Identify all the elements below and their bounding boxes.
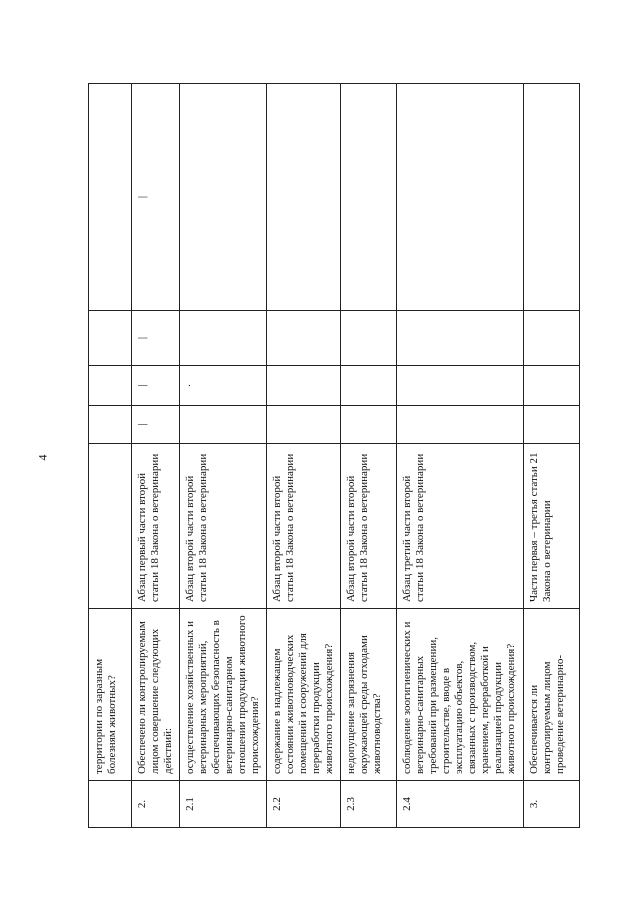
answer-yes-cell: [397, 406, 524, 444]
rotated-checklist-table: [88, 83, 580, 828]
answer-no-cell: [341, 366, 397, 406]
table-row: [341, 84, 397, 828]
item-number: 2.1: [180, 781, 267, 828]
answer-yes-cell: [524, 406, 580, 444]
note-cell: |: [132, 84, 180, 311]
answer-na-cell: [180, 311, 267, 366]
note-cell: [267, 84, 341, 311]
item-number: 3.: [524, 781, 580, 828]
answer-na-cell: [89, 311, 132, 366]
question-cell: соблюдение зоогигиенических и ветеринарно-санитарных требований при размещении, строительстве, вводе в эксплуатацию объектов, связанных с производством, хранением, переработкой и реализацией продукции животного происхождения?: [397, 609, 524, 781]
item-number: 2.3: [341, 781, 397, 828]
item-number: [89, 781, 132, 828]
law-reference-cell: [89, 444, 132, 609]
note-cell: [524, 84, 580, 311]
note-cell: [89, 84, 132, 311]
item-number: 2.2: [267, 781, 341, 828]
law-reference-cell: Абзац второй части второй статьи 18 Закона о ветеринарии: [267, 444, 341, 609]
table-row: [267, 84, 341, 828]
question-cell: содержание в надлежащем состоянии животноводческих помещений и сооружений для переработки продукции животного происхождения?: [267, 609, 341, 781]
answer-no-cell: [267, 366, 341, 406]
checklist-table: [88, 83, 580, 828]
answer-na-cell: [341, 311, 397, 366]
question-cell: территории по заразным болезням животных?: [89, 609, 132, 781]
answer-no-cell: ·: [180, 366, 267, 406]
answer-no-cell: [524, 366, 580, 406]
answer-yes-cell: [267, 406, 341, 444]
answer-yes-cell: [89, 406, 132, 444]
law-reference-cell: Абзац второй части второй статьи 18 Закона о ветеринарии: [180, 444, 267, 609]
item-number: 2.: [132, 781, 180, 828]
table-row: [397, 84, 524, 828]
answer-na-cell: |: [132, 311, 180, 366]
answer-no-cell: [89, 366, 132, 406]
table-row: [180, 84, 267, 828]
note-cell: [180, 84, 267, 311]
table-row: [524, 84, 580, 828]
answer-yes-cell: [341, 406, 397, 444]
item-number: 2.4: [397, 781, 524, 828]
answer-yes-cell: [180, 406, 267, 444]
question-cell: Обеспечено ли контролируемым лицом совершение следующих действий:: [132, 609, 180, 781]
answer-na-cell: [524, 311, 580, 366]
answer-no-cell: [397, 366, 524, 406]
law-reference-cell: Части первая – третья статьи 21 Закона о ветеринарии: [524, 444, 580, 609]
page-number: 4: [35, 454, 50, 461]
law-reference-cell: Абзац первый части второй статьи 18 Закона о ветеринарии: [132, 444, 180, 609]
question-cell: недопущение загрязнения окружающей среды отходами животноводства?: [341, 609, 397, 781]
note-cell: [397, 84, 524, 311]
answer-na-cell: [397, 311, 524, 366]
question-cell: осуществление хозяйственных и ветеринарных мероприятий, обеспечивающих безопасность в ветеринарно-санитарном отношении продукции животного происхождения?: [180, 609, 267, 781]
table-row: [132, 84, 180, 828]
question-cell: Обеспечивается ли контролируемым лицом проведение ветеринарно-: [524, 609, 580, 781]
law-reference-cell: Абзац второй части второй статьи 18 Закона о ветеринарии: [341, 444, 397, 609]
answer-na-cell: [267, 311, 341, 366]
answer-yes-cell: |: [132, 406, 180, 444]
answer-no-cell: |: [132, 366, 180, 406]
law-reference-cell: Абзац третий части второй статьи 18 Закона о ветеринарии: [397, 444, 524, 609]
table-row: [89, 84, 132, 828]
note-cell: [341, 84, 397, 311]
